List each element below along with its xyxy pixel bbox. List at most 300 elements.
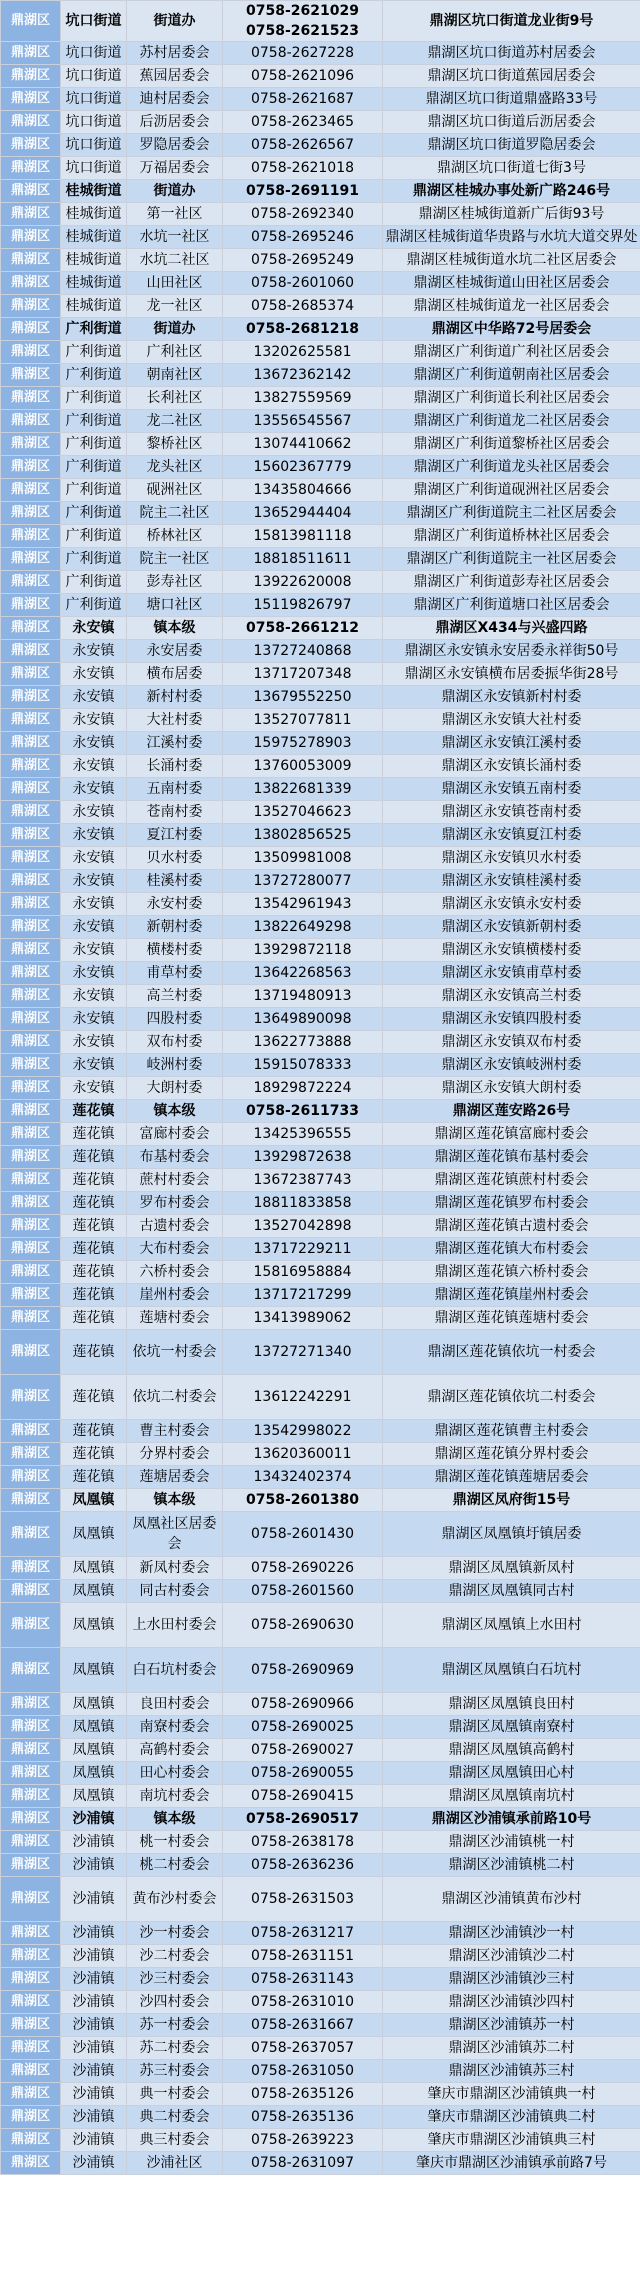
unit-cell: 苏村居委会 [127,42,223,65]
address-cell: 肇庆市鼎湖区沙浦镇典二村 [383,2106,640,2129]
address-cell: 鼎湖区莲花镇罗布村委会 [383,1192,640,1215]
street-cell: 凤凰镇 [61,1648,127,1693]
street-cell: 广利街道 [61,318,127,341]
district-cell: 鼎湖区 [1,847,61,870]
district-cell: 鼎湖区 [1,1603,61,1648]
street-cell: 沙浦镇 [61,2106,127,2129]
table-row [1,65,640,88]
street-cell: 永安镇 [61,778,127,801]
unit-cell: 江溪村委 [127,732,223,755]
unit-cell: 长利社区 [127,387,223,410]
table-row [1,985,640,1008]
table-row [1,594,640,617]
unit-cell: 曹主村委会 [127,1420,223,1443]
street-cell: 莲花镇 [61,1284,127,1307]
unit-cell: 院主二社区 [127,502,223,525]
street-cell: 凤凰镇 [61,1512,127,1557]
unit-cell: 双布村委 [127,1031,223,1054]
address-cell: 鼎湖区永安镇新朝村委 [383,916,640,939]
unit-cell: 龙头社区 [127,456,223,479]
unit-cell: 黎桥社区 [127,433,223,456]
address-cell: 鼎湖区坑口街道鼎盛路33号 [383,88,640,111]
address-cell: 鼎湖区莲花镇崖州村委会 [383,1284,640,1307]
unit-cell: 桥林社区 [127,525,223,548]
address-cell: 鼎湖区永安镇新村村委 [383,686,640,709]
street-cell: 沙浦镇 [61,1945,127,1968]
address-cell: 鼎湖区莲花镇六桥村委会 [383,1261,640,1284]
phone-cell: 0758-2695246 [223,226,383,249]
table-row [1,42,640,65]
address-cell: 鼎湖区永安镇苍南村委 [383,801,640,824]
street-cell: 广利街道 [61,479,127,502]
unit-cell: 横楼村委 [127,939,223,962]
table-row [1,1762,640,1785]
table-row [1,456,640,479]
table-row [1,1648,640,1693]
street-cell: 莲花镇 [61,1261,127,1284]
table-row [1,134,640,157]
unit-cell: 新村村委 [127,686,223,709]
district-cell: 鼎湖区 [1,1443,61,1466]
address-cell: 鼎湖区坑口街道苏村居委会 [383,42,640,65]
district-cell: 鼎湖区 [1,1557,61,1580]
street-cell: 广利街道 [61,571,127,594]
phone-cell: 0758-2631010 [223,1991,383,2014]
district-cell: 鼎湖区 [1,1284,61,1307]
phone-cell: 13717229211 [223,1238,383,1261]
unit-cell: 水坑二社区 [127,249,223,272]
address-cell: 鼎湖区桂城街道山田社区居委会 [383,272,640,295]
district-cell: 鼎湖区 [1,1762,61,1785]
district-cell: 鼎湖区 [1,916,61,939]
table-row [1,548,640,571]
unit-cell: 山田社区 [127,272,223,295]
unit-cell: 沙三村委会 [127,1968,223,1991]
unit-cell: 凤凰社区居委会 [127,1512,223,1557]
district-cell: 鼎湖区 [1,1100,61,1123]
phone-cell: 13929872638 [223,1146,383,1169]
phone-cell: 0758-2636236 [223,1854,383,1877]
unit-cell: 彭寿社区 [127,571,223,594]
address-cell: 鼎湖区莲花镇大布村委会 [383,1238,640,1261]
street-cell: 坑口街道 [61,157,127,180]
address-cell: 鼎湖区永安镇四股村委 [383,1008,640,1031]
address-cell: 鼎湖区凤凰镇南坑村 [383,1785,640,1808]
unit-cell: 夏江村委 [127,824,223,847]
street-cell: 广利街道 [61,456,127,479]
district-cell: 鼎湖区 [1,962,61,985]
table-row [1,1922,640,1945]
street-cell: 广利街道 [61,525,127,548]
street-cell: 莲花镇 [61,1466,127,1489]
street-cell: 凤凰镇 [61,1785,127,1808]
address-cell: 鼎湖区坑口街道龙业街9号 [383,1,640,42]
unit-cell: 同古村委会 [127,1580,223,1603]
address-cell: 鼎湖区沙浦镇沙三村 [383,1968,640,1991]
phone-cell: 13727271340 [223,1330,383,1375]
unit-cell: 新朝村委 [127,916,223,939]
street-cell: 沙浦镇 [61,1922,127,1945]
district-cell: 鼎湖区 [1,2037,61,2060]
phone-cell: 0758-2631217 [223,1922,383,1945]
street-cell: 永安镇 [61,1054,127,1077]
street-cell: 沙浦镇 [61,1991,127,2014]
address-cell: 鼎湖区凤凰镇良田村 [383,1693,640,1716]
unit-cell: 罗隐居委会 [127,134,223,157]
phone-cell: 13542998022 [223,1420,383,1443]
table-row [1,2152,640,2175]
unit-cell: 万福居委会 [127,157,223,180]
unit-cell: 贝水村委 [127,847,223,870]
address-cell: 鼎湖区凤凰镇上水田村 [383,1603,640,1648]
unit-cell: 南坑村委会 [127,1785,223,1808]
street-cell: 沙浦镇 [61,2152,127,2175]
street-cell: 沙浦镇 [61,2037,127,2060]
unit-cell: 大朗村委 [127,1077,223,1100]
phone-cell: 13556545567 [223,410,383,433]
district-cell: 鼎湖区 [1,1192,61,1215]
address-cell: 鼎湖区永安镇高兰村委 [383,985,640,1008]
street-cell: 沙浦镇 [61,2014,127,2037]
district-cell: 鼎湖区 [1,824,61,847]
address-cell: 鼎湖区沙浦镇苏二村 [383,2037,640,2060]
street-cell: 沙浦镇 [61,1877,127,1922]
phone-cell: 15816958884 [223,1261,383,1284]
address-cell: 鼎湖区广利街道桥林社区居委会 [383,525,640,548]
address-cell: 鼎湖区X434与兴盛四路 [383,617,640,640]
address-cell: 鼎湖区沙浦镇沙二村 [383,1945,640,1968]
table-row [1,617,640,640]
table-row [1,870,640,893]
table-row [1,1580,640,1603]
address-cell: 鼎湖区永安镇岐洲村委 [383,1054,640,1077]
street-cell: 沙浦镇 [61,2129,127,2152]
unit-cell: 富廊村委会 [127,1123,223,1146]
table-row [1,1808,640,1831]
phone-cell: 0758-2661212 [223,617,383,640]
table-row [1,1512,640,1557]
address-cell: 鼎湖区沙浦镇沙四村 [383,1991,640,2014]
unit-cell: 苏一村委会 [127,2014,223,2037]
address-cell: 鼎湖区莲花镇莲塘村委会 [383,1307,640,1330]
phone-cell: 0758-2601560 [223,1580,383,1603]
phone-cell: 13760053009 [223,755,383,778]
unit-cell: 苏三村委会 [127,2060,223,2083]
phone-cell: 0758-2635136 [223,2106,383,2129]
address-cell: 鼎湖区广利街道院主二社区居委会 [383,502,640,525]
street-cell: 永安镇 [61,663,127,686]
unit-cell: 四股村委 [127,1008,223,1031]
unit-cell: 典二村委会 [127,2106,223,2129]
district-cell: 鼎湖区 [1,364,61,387]
district-cell: 鼎湖区 [1,1169,61,1192]
address-cell: 鼎湖区沙浦镇桃一村 [383,1831,640,1854]
district-cell: 鼎湖区 [1,226,61,249]
address-cell: 鼎湖区广利街道彭寿社区居委会 [383,571,640,594]
street-cell: 广利街道 [61,433,127,456]
table-row [1,295,640,318]
phone-cell: 13652944404 [223,502,383,525]
table-row [1,1603,640,1648]
district-cell: 鼎湖区 [1,1945,61,1968]
phone-cell: 13922620008 [223,571,383,594]
phone-cell: 13649890098 [223,1008,383,1031]
street-cell: 永安镇 [61,1031,127,1054]
district-cell: 鼎湖区 [1,1648,61,1693]
street-cell: 永安镇 [61,916,127,939]
street-cell: 永安镇 [61,755,127,778]
street-cell: 广利街道 [61,387,127,410]
unit-cell: 街道办 [127,318,223,341]
unit-cell: 永安居委 [127,640,223,663]
unit-cell: 镇本级 [127,1489,223,1512]
address-cell: 鼎湖区莲花镇依坑二村委会 [383,1375,640,1420]
district-cell: 鼎湖区 [1,1716,61,1739]
address-cell: 鼎湖区永安镇永安村委 [383,893,640,916]
phone-cell: 15915078333 [223,1054,383,1077]
unit-cell: 朝南社区 [127,364,223,387]
address-cell: 鼎湖区永安镇江溪村委 [383,732,640,755]
phone-cell: 0758-2631050 [223,2060,383,2083]
phone-cell: 13642268563 [223,962,383,985]
table-row [1,1307,640,1330]
district-cell: 鼎湖区 [1,1854,61,1877]
street-cell: 广利街道 [61,364,127,387]
phone-cell: 13929872118 [223,939,383,962]
table-row [1,1489,640,1512]
street-cell: 永安镇 [61,847,127,870]
table-row [1,1945,640,1968]
unit-cell: 六桥村委会 [127,1261,223,1284]
unit-cell: 罗布村委会 [127,1192,223,1215]
unit-cell: 苏二村委会 [127,2037,223,2060]
table-row [1,893,640,916]
district-cell: 鼎湖区 [1,456,61,479]
street-cell: 永安镇 [61,939,127,962]
district-cell: 鼎湖区 [1,1831,61,1854]
address-cell: 鼎湖区桂城街道新广后街93号 [383,203,640,226]
table-row [1,571,640,594]
unit-cell: 大布村委会 [127,1238,223,1261]
table-row [1,686,640,709]
street-cell: 永安镇 [61,686,127,709]
phone-cell: 0758-2681218 [223,318,383,341]
street-cell: 莲花镇 [61,1330,127,1375]
address-cell: 鼎湖区永安镇长涌村委 [383,755,640,778]
street-cell: 桂城街道 [61,203,127,226]
district-cell: 鼎湖区 [1,1307,61,1330]
district-cell: 鼎湖区 [1,157,61,180]
table-row [1,1146,640,1169]
table-row [1,939,640,962]
district-cell: 鼎湖区 [1,1375,61,1420]
unit-cell: 崖州村委会 [127,1284,223,1307]
phone-cell: 0758-2621018 [223,157,383,180]
street-cell: 永安镇 [61,870,127,893]
table-row [1,410,640,433]
street-cell: 永安镇 [61,893,127,916]
phone-cell: 0758-2621687 [223,88,383,111]
district-cell: 鼎湖区 [1,755,61,778]
phone-cell: 18929872224 [223,1077,383,1100]
unit-cell: 黄布沙村委会 [127,1877,223,1922]
table-row [1,732,640,755]
district-cell: 鼎湖区 [1,111,61,134]
unit-cell: 高鹤村委会 [127,1739,223,1762]
address-cell: 鼎湖区广利街道长利社区居委会 [383,387,640,410]
phone-cell: 0758-2690027 [223,1739,383,1762]
address-cell: 鼎湖区桂城街道水坑二社区居委会 [383,249,640,272]
street-cell: 永安镇 [61,801,127,824]
district-cell: 鼎湖区 [1,65,61,88]
unit-cell: 长涌村委 [127,755,223,778]
address-cell: 鼎湖区坑口街道蕉园居委会 [383,65,640,88]
phone-cell: 0758-2690517 [223,1808,383,1831]
phone-cell: 0758-2611733 [223,1100,383,1123]
street-cell: 永安镇 [61,1077,127,1100]
phone-cell: 0758-2690226 [223,1557,383,1580]
unit-cell: 街道办 [127,180,223,203]
address-cell: 鼎湖区永安镇永安居委永祥街50号 [383,640,640,663]
district-cell: 鼎湖区 [1,2083,61,2106]
table-row [1,1420,640,1443]
phone-cell: 0758-2631151 [223,1945,383,1968]
address-cell: 鼎湖区桂城街道龙一社区居委会 [383,295,640,318]
table-row [1,709,640,732]
table-row [1,663,640,686]
street-cell: 坑口街道 [61,88,127,111]
phone-cell: 0758-2621096 [223,65,383,88]
phone-cell: 0758-2695249 [223,249,383,272]
address-cell: 鼎湖区永安镇甫草村委 [383,962,640,985]
unit-cell: 大社村委 [127,709,223,732]
district-cell: 鼎湖区 [1,1968,61,1991]
unit-cell: 蔗村村委会 [127,1169,223,1192]
district-cell: 鼎湖区 [1,1077,61,1100]
unit-cell: 白石坑村委会 [127,1648,223,1693]
district-cell: 鼎湖区 [1,272,61,295]
phone-cell: 13802856525 [223,824,383,847]
unit-cell: 良田村委会 [127,1693,223,1716]
district-cell: 鼎湖区 [1,1008,61,1031]
street-cell: 沙浦镇 [61,2060,127,2083]
unit-cell: 田心村委会 [127,1762,223,1785]
table-row [1,88,640,111]
district-cell: 鼎湖区 [1,479,61,502]
unit-cell: 塘口社区 [127,594,223,617]
district-cell: 鼎湖区 [1,1512,61,1557]
phone-cell: 13672362142 [223,364,383,387]
street-cell: 凤凰镇 [61,1716,127,1739]
table-row [1,824,640,847]
unit-cell: 典三村委会 [127,2129,223,2152]
phone-cell: 0758-2601380 [223,1489,383,1512]
unit-cell: 分界村委会 [127,1443,223,1466]
table-row [1,1169,640,1192]
unit-cell: 沙二村委会 [127,1945,223,1968]
phone-cell: 0758-2637057 [223,2037,383,2060]
district-cell: 鼎湖区 [1,709,61,732]
table-row [1,1,640,42]
district-cell: 鼎湖区 [1,1489,61,1512]
phone-cell: 0758-2627228 [223,42,383,65]
address-cell: 鼎湖区永安镇大朗村委 [383,1077,640,1100]
street-cell: 广利街道 [61,548,127,571]
district-cell: 鼎湖区 [1,939,61,962]
table-row [1,778,640,801]
district-cell: 鼎湖区 [1,1785,61,1808]
address-cell: 鼎湖区莲花镇富廊村委会 [383,1123,640,1146]
district-cell: 鼎湖区 [1,2129,61,2152]
table-row [1,1031,640,1054]
unit-cell: 南寮村委会 [127,1716,223,1739]
district-cell: 鼎湖区 [1,1238,61,1261]
phone-cell: 0758-2631503 [223,1877,383,1922]
district-cell: 鼎湖区 [1,1261,61,1284]
address-cell: 鼎湖区莲花镇曹主村委会 [383,1420,640,1443]
address-cell: 鼎湖区广利街道龙头社区居委会 [383,456,640,479]
street-cell: 莲花镇 [61,1100,127,1123]
table-row [1,1054,640,1077]
address-cell: 鼎湖区莲花镇依坑一村委会 [383,1330,640,1375]
district-cell: 鼎湖区 [1,42,61,65]
phone-cell: 0758-2631097 [223,2152,383,2175]
address-cell: 鼎湖区莲花镇古遗村委会 [383,1215,640,1238]
district-cell: 鼎湖区 [1,1054,61,1077]
unit-cell: 迪村居委会 [127,88,223,111]
district-cell: 鼎湖区 [1,1146,61,1169]
phone-cell: 13527077811 [223,709,383,732]
district-cell: 鼎湖区 [1,1330,61,1375]
phone-cell: 0758-2690415 [223,1785,383,1808]
address-cell: 鼎湖区坑口街道七街3号 [383,157,640,180]
unit-cell: 典一村委会 [127,2083,223,2106]
district-cell: 鼎湖区 [1,985,61,1008]
district-cell: 鼎湖区 [1,1922,61,1945]
street-cell: 沙浦镇 [61,2083,127,2106]
address-cell: 鼎湖区广利街道朝南社区居委会 [383,364,640,387]
unit-cell: 横布居委 [127,663,223,686]
phone-cell: 0758-2690966 [223,1693,383,1716]
table-row [1,916,640,939]
district-cell: 鼎湖区 [1,1808,61,1831]
table-row [1,847,640,870]
phone-cell: 13509981008 [223,847,383,870]
address-cell: 鼎湖区凤凰镇田心村 [383,1762,640,1785]
street-cell: 凤凰镇 [61,1739,127,1762]
street-cell: 永安镇 [61,824,127,847]
address-cell: 鼎湖区坑口街道罗隐居委会 [383,134,640,157]
street-cell: 莲花镇 [61,1443,127,1466]
phone-cell: 13822649298 [223,916,383,939]
unit-cell: 桃二村委会 [127,1854,223,1877]
phone-cell: 13074410662 [223,433,383,456]
street-cell: 莲花镇 [61,1215,127,1238]
table-row [1,1466,640,1489]
district-cell: 鼎湖区 [1,1420,61,1443]
district-cell: 鼎湖区 [1,1123,61,1146]
table-row [1,801,640,824]
table-row [1,1192,640,1215]
address-cell: 鼎湖区凤凰镇新凤村 [383,1557,640,1580]
table-row [1,387,640,410]
unit-cell: 沙浦社区 [127,2152,223,2175]
phone-cell: 13622773888 [223,1031,383,1054]
table-row [1,1968,640,1991]
phone-cell: 13413989062 [223,1307,383,1330]
address-cell: 鼎湖区凤府街15号 [383,1489,640,1512]
unit-cell: 龙二社区 [127,410,223,433]
